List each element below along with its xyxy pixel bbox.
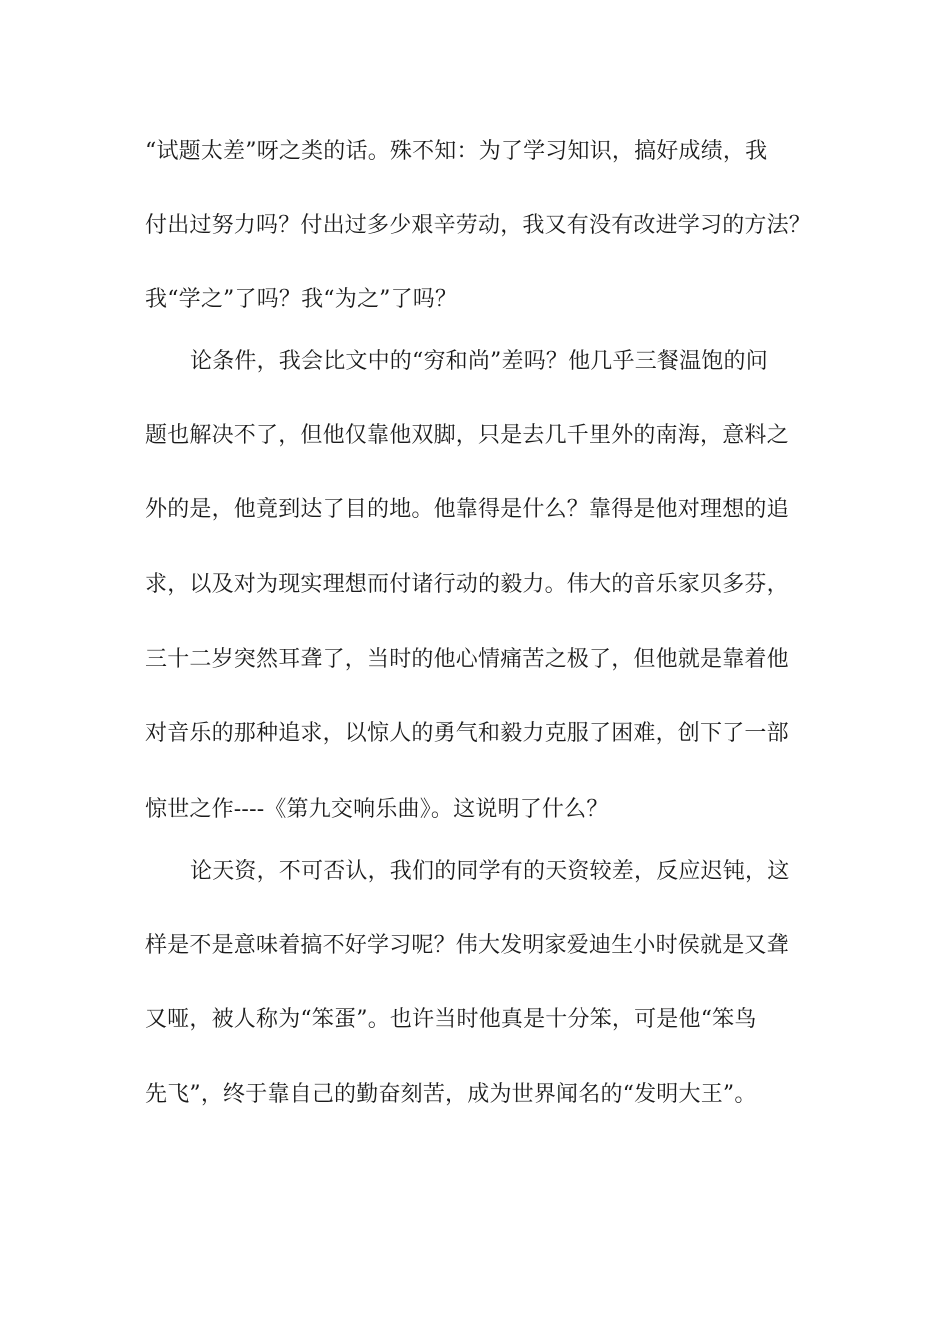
text-line: 我“学之”了吗？我“为之”了吗？ [145,287,458,312]
text-line: 外的是，他竟到达了目的地。他靠得是什么？靠得是他对理想的追 [145,497,789,522]
text-line: 惊世之作----《第九交响乐曲》。这说明了什么？ [145,797,609,822]
text-line: 样是不是意味着搞不好学习呢？伟大发明家爱迪生小时侯就是又聋 [145,933,789,958]
paragraph-first-line: 论天资，不可否认，我们的同学有的天资较差，反应迟钝，这 [190,859,790,884]
text-line: 求，以及对为现实理想而付诸行动的毅力。伟大的音乐家贝多芬， [145,572,789,597]
text-line: 付出过努力吗？付出过多少艰辛劳动，我又有没有改进学习的方法？ [145,213,812,238]
text-line: 对音乐的那种追求，以惊人的勇气和毅力克服了困难，创下了一部 [145,721,789,746]
text-line: 题也解决不了，但他仅靠他双脚，只是去几千里外的南海，意料之 [145,423,789,448]
text-line: 先飞”，终于靠自己的勤奋刻苦，成为世界闻名的“发明大王”。 [145,1082,757,1107]
text-line: 三十二岁突然耳聋了，当时的他心情痛苦之极了，但他就是靠着他 [145,647,789,672]
text-line: “试题太差”呀之类的话。殊不知：为了学习知识，搞好成绩，我 [145,139,768,164]
paragraph-first-line: 论条件，我会比文中的“穷和尚”差吗？他几乎三餐温饱的问 [190,349,768,374]
text-line: 又哑，被人称为“笨蛋”。也许当时他真是十分笨，可是他“笨鸟 [145,1007,757,1032]
